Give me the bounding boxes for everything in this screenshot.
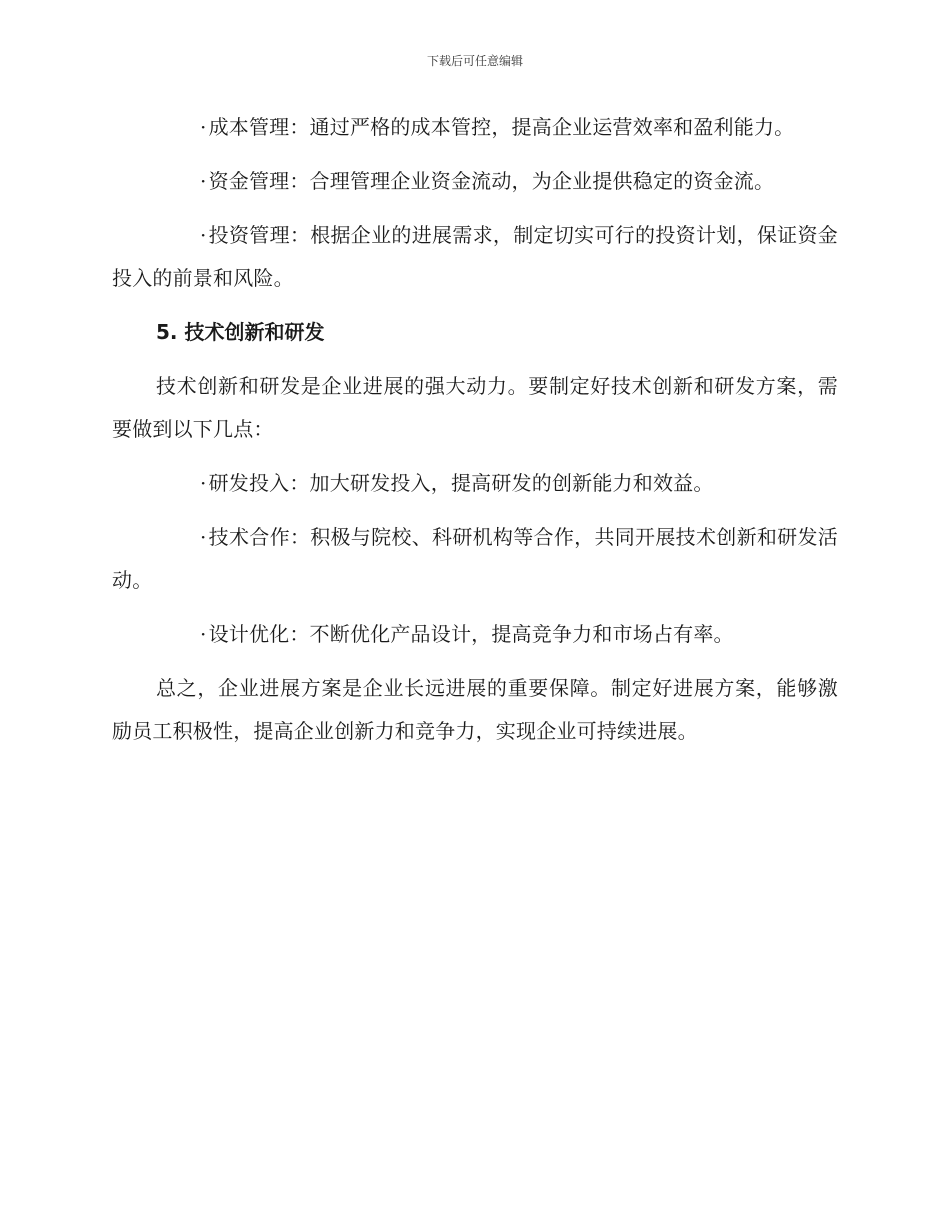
bullet-paragraph-rd-investment [112,462,838,505]
bullet-marker: · [200,115,207,139]
bullet-marker: · [200,223,207,247]
bullet-paragraph-cost-management [112,106,838,149]
paragraph-text: 技术合作：积极与院校、科研机构等合作，共同开展技术创新和研发活动。 [112,525,838,592]
bullet-marker: · [200,525,207,549]
intro-paragraph: 技术创新和研发是企业进展的强大动力。要制定好技术创新和研发方案，需要做到以下几点： [112,374,838,441]
bullet-marker: · [200,622,207,646]
paragraph-text: 投资管理：根据企业的进展需求，制定切实可行的投资计划，保证资金投入的前景和风险。 [112,223,838,290]
section-heading: 5. 技术创新和研发 [156,320,325,344]
bullet-paragraph-fund-management [112,160,838,203]
conclusion-paragraph: 总之，企业进展方案是企业长远进展的重要保障。制定好进展方案，能够激励员工积极性，提高企业创新力和竞争力，实现企业可持续进展。 [112,676,838,743]
bullet-marker: · [200,471,207,495]
bullet-paragraph-design-optimization [112,613,838,656]
bullet-paragraph-investment-management [112,214,838,300]
page-header: 下载后可任意编辑 [426,54,523,68]
paragraph-text: 研发投入：加大研发投入，提高研发的创新能力和效益。 [208,471,714,495]
paragraph-text: 成本管理：通过严格的成本管控，提高企业运营效率和盈利能力。 [208,115,795,139]
document-body [112,106,838,764]
paragraph-text: 设计优化：不断优化产品设计，提高竞争力和市场占有率。 [208,622,734,646]
bullet-paragraph-tech-cooperation [112,516,838,602]
paragraph-text: 资金管理：合理管理企业资金流动，为企业提供稳定的资金流。 [208,169,775,193]
bullet-marker: · [200,169,207,193]
